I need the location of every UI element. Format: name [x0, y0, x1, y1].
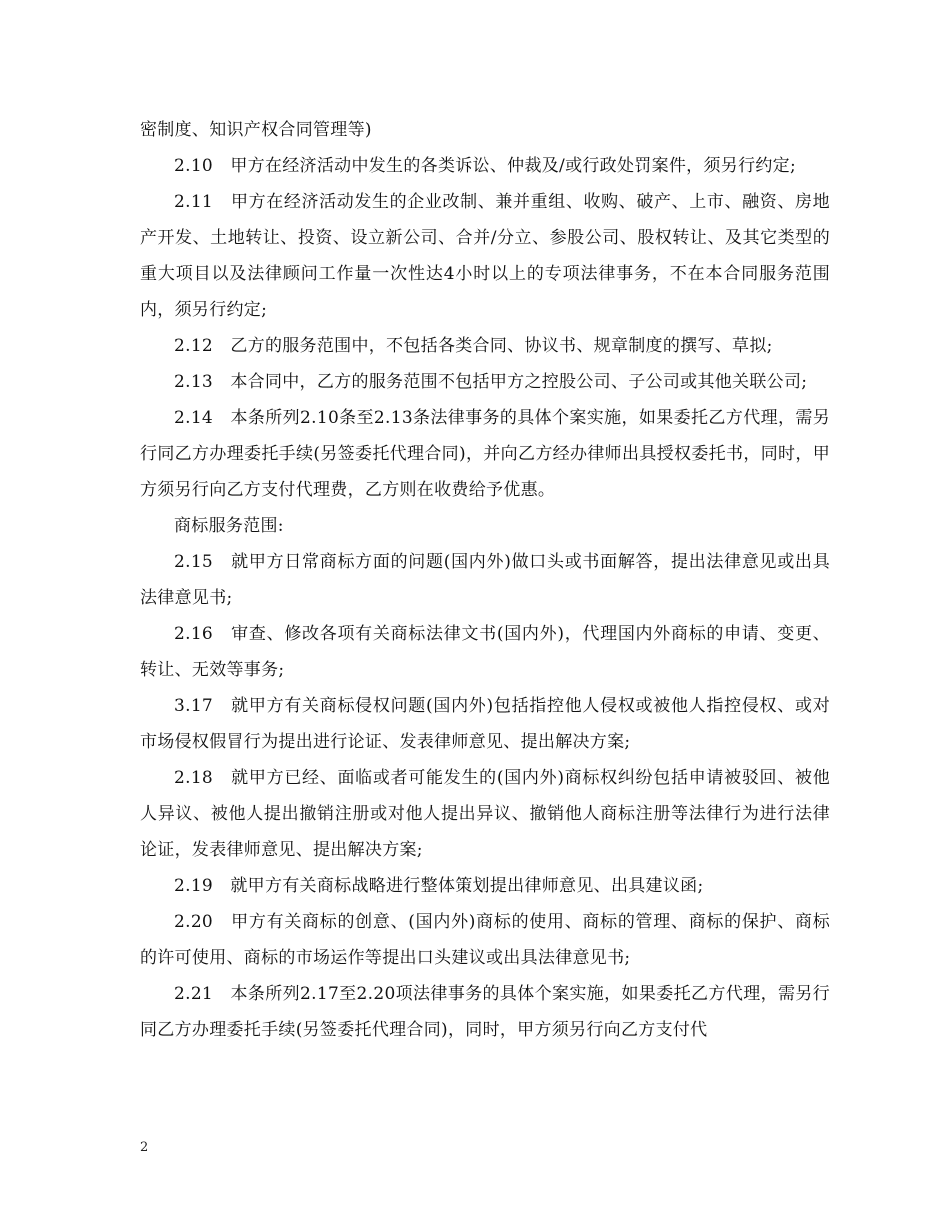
paragraph-continuation: 密制度、知识产权合同管理等) — [140, 120, 372, 140]
page-number: 2 — [140, 1140, 149, 1155]
paragraph-clause-2-13: 2.13 本合同中，乙方的服务范围不包括甲方之控股公司、子公司或其他关联公司; — [174, 372, 808, 392]
paragraph-clause-2-16: 2.16 审查、修改各项有关商标法律文书(国内外)，代理国内外商标的申请、变更、转让、无效等事务; — [140, 624, 830, 680]
paragraph-clause-2-21: 2.21 本条所列2.17至2.20项法律事务的具体个案实施，如果委托乙方代理，需另行同乙方办理委托手续(另签委托代理合同)，同时，甲方须另行向乙方支付代 — [140, 984, 830, 1040]
paragraph-clause-2-19: 2.19 就甲方有关商标战略进行整体策划提出律师意见、出具建议函; — [174, 876, 704, 896]
paragraph-clause-3-17: 3.17 就甲方有关商标侵权问题(国内外)包括指控他人侵权或被他人指控侵权、或对市场侵权假冒行为提出进行论证、发表律师意见、提出解决方案; — [140, 696, 830, 752]
paragraph-clause-2-18: 2.18 就甲方已经、面临或者可能发生的(国内外)商标权纠纷包括申请被驳回、被他人异议、被他人提出撤销注册或对他人提出异议、撤销他人商标注册等法律行为进行法律论证，发表律师意见、提出解决方案; — [140, 768, 830, 860]
section-heading-trademark-scope: 商标服务范围: — [174, 516, 284, 536]
paragraph-clause-2-15: 2.15 就甲方日常商标方面的问题(国内外)做口头或书面解答，提出法律意见或出具法律意见书; — [140, 552, 830, 608]
document-body — [140, 112, 830, 1048]
paragraph-clause-2-14: 2.14 本条所列2.10条至2.13条法律事务的具体个案实施，如果委托乙方代理，需另行同乙方办理委托手续(另签委托代理合同)，并向乙方经办律师出具授权委托书，同时，甲方须另行向乙方支付代理费，乙方则在收费给予优惠。 — [140, 408, 830, 500]
paragraph-clause-2-11: 2.11 甲方在经济活动发生的企业改制、兼并重组、收购、破产、上市、融资、房地产开发、土地转让、投资、设立新公司、合并/分立、参股公司、股权转让、及其它类型的重大项目以及法律顾问工作量一次性达4小时以上的专项法律事务，不在本合同服务范围内，须另行约定; — [140, 192, 830, 320]
paragraph-clause-2-10: 2.10 甲方在经济活动中发生的各类诉讼、仲裁及/或行政处罚案件，须另行约定; — [174, 156, 797, 176]
paragraph-clause-2-20: 2.20 甲方有关商标的创意、(国内外)商标的使用、商标的管理、商标的保护、商标的许可使用、商标的市场运作等提出口头建议或出具法律意见书; — [140, 912, 830, 968]
paragraph-clause-2-12: 2.12 乙方的服务范围中，不包括各类合同、协议书、规章制度的撰写、草拟; — [174, 336, 773, 356]
